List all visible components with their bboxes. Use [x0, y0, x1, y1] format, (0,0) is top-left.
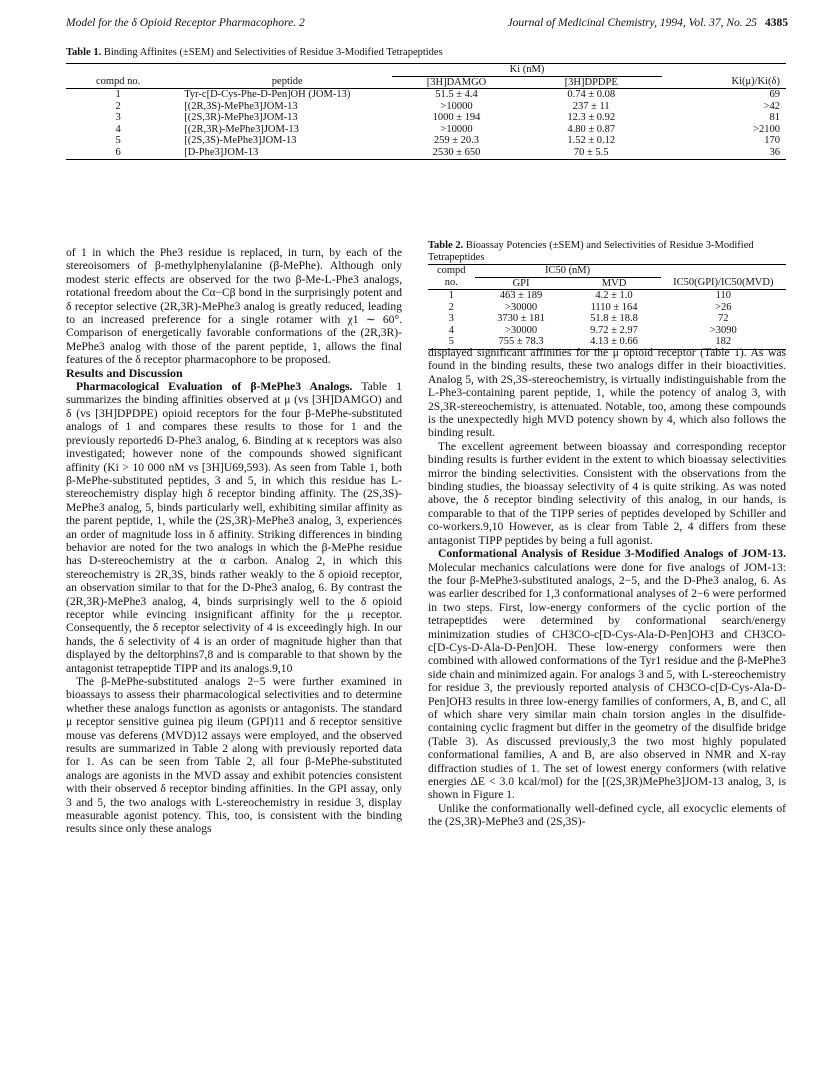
table1-caption: Table 1. Binding Affinites (±SEM) and Selectivities of Residue 3-Modified Tetrapeptides [66, 47, 443, 58]
table-cell: 3 [448, 313, 454, 324]
table-cell: 6 [66, 147, 170, 160]
table-cell: >30000 [504, 301, 538, 313]
body-paragraph: The excellent agreement between bioassay and corresponding receptor binding results is further evident in the extent to which bioassay selectivities mirror the binding selectivities. Consistent with the observations from the binding studies, the bioassay selectivity of 4 is quite striking. As was noted above, the δ receptor binding selectivity of this analog, in our hands, is comparable to that of the TIPP series of peptides developed by Schiller and co-workers.9,10 However, as is clear from Table 2, 4 differs from these antagonist TIPP peptides by being a full agonist. [428, 439, 786, 547]
table2 [428, 264, 786, 350]
journal-citation: Journal of Medicinal Chemistry, 1994, Vol. 37, No. 25 4385 [507, 17, 788, 29]
table-cell: 9.72 ± 2.97 [590, 324, 638, 336]
table-cell: 12.3 ± 0.92 [567, 112, 616, 123]
table-cell: 4.2 ± 1.0 [595, 290, 633, 301]
table-cell: 4.13 ± 0.66 [568, 336, 661, 349]
table1-group-header: Ki (nM) [392, 64, 661, 77]
table-cell: 1.52 ± 0.12 [567, 135, 616, 146]
table-cell: 182 [661, 336, 786, 349]
table-cell: 70 ± 5.5 [521, 147, 662, 160]
table-cell: 72 [718, 313, 729, 324]
table-cell: >10000 [440, 123, 473, 135]
left-text-column [66, 246, 402, 836]
table-cell: >26 [715, 301, 732, 313]
table-cell: 51.5 ± 4.4 [435, 89, 478, 100]
body-paragraph: displayed significant affinities for the μ opioid receptor (Table 1). As was found in the binding results, these two analogs differ in their bioactivities. Analog 5, with 2S,3S-stereochemistry, is virtually indistinguishable from the L-Phe3-containing parent peptide, 1, while the potency of analog 3, with 2S,3R-stereochemistry, is attenuated. Notable, too, among these compounds is the unexpectedly high MVD potency shown by 4, which also follows the binding result. [428, 346, 786, 440]
table-row [66, 124, 786, 136]
table-cell: [D-Phe3]JOM-13 [170, 147, 392, 160]
running-title: Model for the δ Opioid Receptor Pharmacophore. 2 [66, 17, 305, 29]
table-row [66, 89, 786, 101]
table-cell: 755 ± 78.3 [475, 336, 568, 349]
table-row [428, 325, 786, 337]
table-cell: 1 [448, 290, 454, 301]
table-cell: 2 [115, 100, 121, 112]
table1 [66, 63, 786, 160]
table-cell: 81 [769, 112, 780, 123]
table1-col-header: peptide [170, 76, 392, 89]
table-cell: >2100 [753, 123, 780, 135]
table2-label: Table 2. [428, 240, 464, 251]
section-heading: Results and Discussion [66, 365, 183, 380]
table-row [66, 101, 786, 113]
table-cell: 1000 ± 194 [432, 112, 481, 123]
table-cell: >3090 [709, 324, 737, 336]
table-cell: 4 [448, 324, 454, 336]
table-cell: >10000 [440, 100, 473, 112]
table-cell: [(2S,3S)-MePhe3]JOM-13 [184, 135, 297, 146]
body-paragraph: Conformational Analysis of Residue 3-Modified Analogs of JOM-13. Molecular mechanics calculations were done for five analogs of JOM-13: the four β-MePhe3-substituted analogs, 2−5, and the D-Phe3 analog, 6. As was earlier described for 1,3 conformational analyses of 2−6 were performed in two steps. First, low-energy conformers of the cyclic portion of the tetrapeptides were determined by conformational search/energy minimization studies of CH3CO-c[D-Cys-Ala-D-Pen]OH3 and CH3CO-c[D-Cys-D-Ala-D-Pen]OH. These low-energy conformers were then combined with allowed conformations of the Tyr1 residue and the β-MePhe3 side chain and minimized again. For analogs 3 and 5, with L-stereochemistry for residue 3, the previously reported analysis of CH3CO-c[D-Cys-Ala-D-Pen]OH3 results in three low-energy families of conformers, A, B, and C, all of which share very similar main chain torsion angles in the disulfide-containing cyclic fragment but differ in the geometry of the disulfide bridge (Table 3). As discussed previously,3 the two most highly populated conformational families, A and B, are also observed in NMR and X-ray diffraction studies of 1. The set of lowest energy conformers (with relative energies ΔE < 3.0 kcal/mol) for the [(2S,3R)MePhe3]JOM-13 analog, 3, is shown in Figure 1. [428, 547, 786, 802]
table2-col-header: GPI [475, 277, 568, 290]
table2-group-header: IC50 (nM) [475, 265, 661, 278]
page-number: 4385 [765, 17, 788, 29]
table-row [66, 147, 786, 160]
table-cell: 3730 ± 181 [497, 313, 545, 324]
table-cell: 1110 ± 164 [590, 301, 638, 313]
table-cell: 0.74 ± 0.08 [567, 89, 616, 100]
table-cell: >42 [763, 100, 780, 112]
intro-paragraph: of 1 in which the Phe3 residue is replaced, in turn, by each of the stereoisomers of β-methylphenylalanine (β-MePhe). Although only modest steric effects are observed for the two β-Me-L-Phe3 analogs, rotational freedom about the Cα−Cβ bond in the surprisingly potent and δ receptor selective (2R,3R)-MePhe3 analog is greatly reduced, leading to an increased preference for a single rotamer with χ1 ∼ 60°. Comparison of energetically favorable conformations of the (2R,3R)-MePhe3 analog with those of the parent peptide, 1, allows the final features of the δ receptor pharmacophore to be proposed. [66, 246, 402, 367]
paragraph-heading: Conformational Analysis of Residue 3-Modified Analogs of JOM-13. [438, 547, 786, 561]
right-text-column [428, 346, 786, 829]
table-cell: 259 ± 20.3 [433, 135, 480, 146]
table-cell: Tyr-c[D-Cys-Phe-D-Pen]OH (JOM-13) [184, 89, 351, 100]
body-paragraph: Pharmacological Evaluation of β-MePhe3 Analogs. Table 1 summarizes the binding affinities observed at μ (vs [3H]DAMGO) and δ (vs [3H]DPDPE) opioid receptors for the four β-MePhe-substituted analogs of 1 and compares these results to those for 1 and the previously reported6 D-Phe3 analog, 6. Binding at κ receptors was also investigated; however none of the compounds showed significant affinity (Ki > 10 000 nM vs [3H]U69,593). As seen from Table 1, both β-MePhe-substituted peptides, 3 and 5, in which this residue has L-stereochemistry display high δ receptor binding affinity. The (2S,3S)-MePhe3 analog, 5, binds particularly well, exhibiting similar affinity as the parent peptide, 1, while the (2S,3R)-MePhe3 analog, 3, experiences an order of magnitude loss in δ affinity. Striking differences in binding behavior are noted for the two analogs in which the β-MePhe residue has D-stereochemistry at the α carbon. Analog 2, in which this stereochemistry is 2R,3S, binds rather weakly to the δ opioid receptor, an observation similar to that for the D-Phe3 analog, 6. By contrast the (2R,3R)-MePhe3 analog, 4, binds surprisingly well to the δ opioid receptor while evincing insignificant affinity for the μ receptor. Consequently, the δ receptor selectivity of 4 is exceedingly high. In our hands, the δ selectivity of 4 is an order of magnitude higher than that displayed by the deltorphins7,8 and is comparable to that shown by the antagonist tetrapeptide TIPP and its analogs.9,10 [66, 380, 402, 675]
table1-col-header: [3H]DAMGO [392, 76, 520, 89]
table-cell: 2 [448, 301, 454, 313]
table-cell: 69 [769, 89, 780, 100]
table-cell: 1 [115, 89, 121, 100]
table2-col-header: compd [428, 265, 475, 278]
table2-caption: Table 2. Bioassay Potencies (±SEM) and Selectivities of Residue 3-Modified Tetrapeptides [428, 240, 754, 263]
table1-label: Table 1. [66, 47, 102, 58]
table2-col-header: MVD [568, 277, 661, 290]
table-cell: [(2R,3R)-MePhe3]JOM-13 [184, 123, 299, 135]
body-paragraph: Unlike the conformationally well-defined cycle, all exocyclic elements of the (2S,3R)-MePhe3 and (2S,3S)- [428, 801, 786, 829]
table2-col-header: IC50(GPI)/IC50(MVD) [661, 277, 786, 290]
table1-col-header: Ki(μ)/Ki(δ) [662, 76, 786, 89]
table-cell: 463 ± 189 [499, 290, 543, 301]
table-cell: 36 [662, 147, 786, 160]
table1-col-header: [3H]DPDPE [521, 76, 662, 89]
table-cell: 170 [764, 135, 780, 146]
table-cell: 237 ± 11 [572, 100, 610, 112]
running-header [66, 17, 788, 33]
table-cell: 51.8 ± 18.8 [590, 313, 638, 324]
table-row [428, 290, 786, 302]
table-cell: 3 [115, 112, 121, 123]
table-cell: 5 [428, 336, 475, 349]
table-cell: [(2S,3R)-MePhe3]JOM-13 [184, 112, 298, 123]
table1-col-header: compd no. [66, 76, 170, 89]
table-row [66, 135, 786, 147]
table-cell: 4 [115, 123, 121, 135]
table-row [66, 112, 786, 124]
table-cell: 110 [715, 290, 731, 301]
paragraph-heading: Pharmacological Evaluation of β-MePhe3 Analogs. [76, 380, 353, 394]
table-cell: 5 [115, 135, 121, 146]
table2-col-header: no. [428, 277, 475, 290]
table-cell: 4.80 ± 0.87 [567, 123, 616, 135]
table-cell: [(2R,3S)-MePhe3]JOM-13 [184, 100, 298, 112]
body-paragraph: The β-MePhe-substituted analogs 2−5 were further examined in bioassays to assess their pharmacological selectivities and to determine whether these analogs function as agonists or antagonists. The standard μ receptor sensitive guinea pig ileum (GPI)11 and δ receptor sensitive mouse vas deferens (MVD)12 assays were employed, and the observed results are summarized in Table 2 along with previously reported data for 1. As can be seen from Table 2, all four β-MePhe-substituted analogs are agonists in the MVD assay and exhibit potencies consistent with their observed δ receptor binding affinities. In the GPI assay, only 3 and 5, the two analogs with L-stereochemistry in residue 3, display measurable agonist potency. This, too, is consistent with the binding results since only these analogs [66, 675, 402, 836]
table-cell: >30000 [504, 324, 538, 336]
table-cell: 2530 ± 650 [392, 147, 520, 160]
table-row [428, 313, 786, 325]
table-row [428, 302, 786, 314]
